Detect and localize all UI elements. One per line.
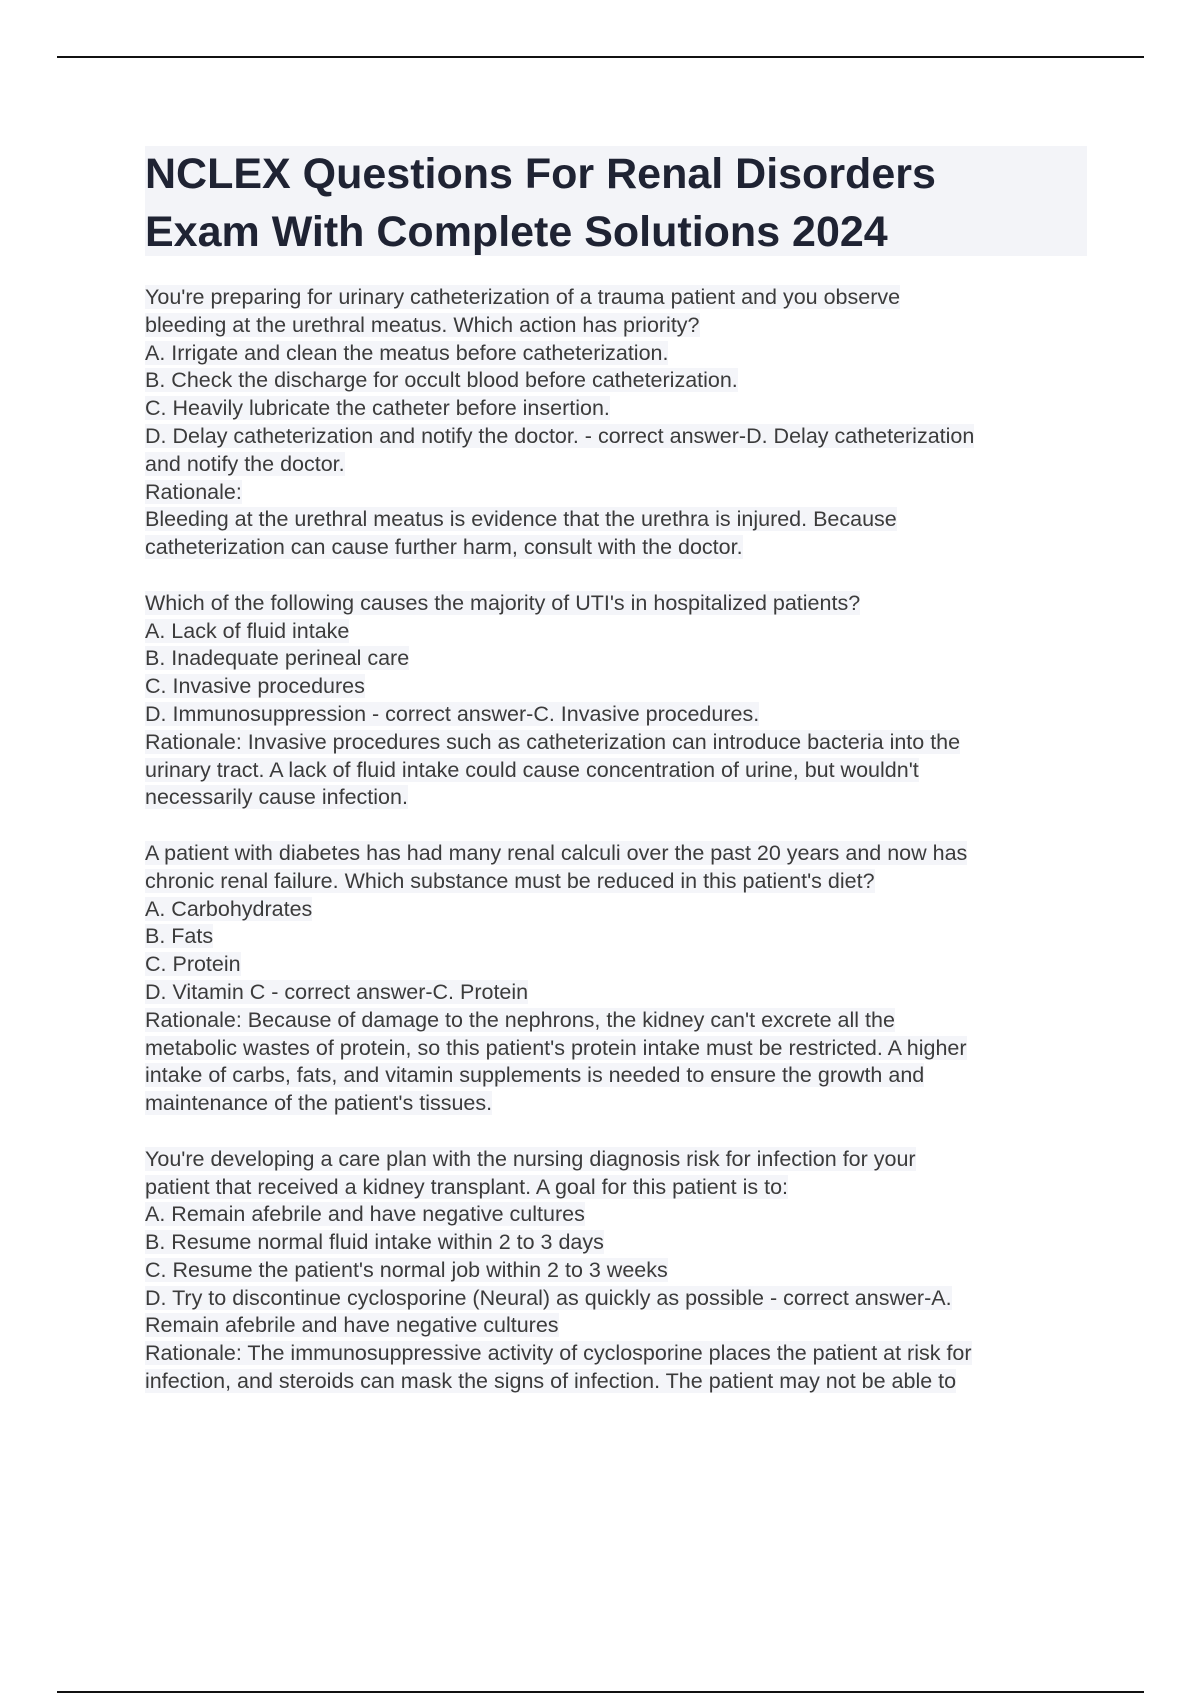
document-body [145, 284, 1090, 1396]
line-text: and notify the doctor. [145, 451, 345, 476]
question-text-line [145, 1257, 1090, 1285]
question-separator [145, 1118, 1090, 1146]
line-text: D. Try to discontinue cyclosporine (Neural) as quickly as possible - correct answer-A. [145, 1285, 952, 1310]
line-text: catheterization can cause further harm, consult with the doctor. [145, 535, 743, 560]
question-text-line [145, 1062, 1090, 1090]
line-text: D. Vitamin C - correct answer-C. Protein [145, 979, 529, 1004]
line-text: metabolic wastes of protein, so this patient's protein intake must be restricted. A higher [145, 1035, 967, 1060]
line-text: Remain afebrile and have negative cultures [145, 1313, 559, 1338]
line-text: Rationale: [145, 479, 242, 504]
line-text: Rationale: Because of damage to the nephrons, the kidney can't excrete all the [145, 1007, 895, 1032]
line-text: intake of carbs, fats, and vitamin supplements is needed to ensure the growth and [145, 1063, 925, 1088]
line-text: infection, and steroids can mask the signs of infection. The patient may not be able to [145, 1369, 957, 1394]
question-text-line [145, 1035, 1090, 1063]
line-text: Bleeding at the urethral meatus is evidence that the urethra is injured. Because [145, 507, 897, 532]
question-separator [145, 812, 1090, 840]
question-text-line [145, 673, 1090, 701]
question-text-line [145, 395, 1090, 423]
question-text-line [145, 340, 1090, 368]
question-text-line [145, 423, 1090, 451]
question-text-line [145, 1201, 1090, 1229]
question-text-line [145, 757, 1090, 785]
question-separator [145, 562, 1090, 590]
line-text: bleeding at the urethral meatus. Which action has priority? [145, 312, 700, 337]
top-rule [57, 56, 1144, 58]
question-text-line [145, 1007, 1090, 1035]
question-text-line [145, 534, 1090, 562]
line-text: You're developing a care plan with the nursing diagnosis risk for infection for your [145, 1146, 916, 1171]
line-text: C. Heavily lubricate the catheter before insertion. [145, 396, 610, 421]
line-text: maintenance of the patient's tissues. [145, 1091, 493, 1116]
line-text: urinary tract. A lack of fluid intake could cause concentration of urine, but wouldn't [145, 757, 919, 782]
question-text-line [145, 1368, 1090, 1396]
line-text: B. Inadequate perineal care [145, 646, 410, 671]
question-block-3 [145, 840, 1090, 1118]
question-text-line [145, 896, 1090, 924]
line-text: Rationale: Invasive procedures such as catheterization can introduce bacteria into the [145, 729, 961, 754]
question-text-line [145, 479, 1090, 507]
bottom-rule [57, 1691, 1144, 1693]
question-block-4 [145, 1146, 1090, 1396]
line-text: D. Delay catheterization and notify the doctor. - correct answer-D. Delay catheterization [145, 423, 975, 448]
line-text: D. Immunosuppression - correct answer-C. Invasive procedures. [145, 701, 760, 726]
question-text-line [145, 951, 1090, 979]
line-text: C. Invasive procedures [145, 674, 365, 699]
line-text: You're preparing for urinary catheterization of a trauma patient and you observe [145, 285, 901, 309]
question-text-line [145, 784, 1090, 812]
question-text-line [145, 1312, 1090, 1340]
line-text: patient that received a kidney transplant. A goal for this patient is to: [145, 1174, 789, 1199]
line-text: Rationale: The immunosuppressive activity of cyclosporine places the patient at risk for [145, 1341, 972, 1366]
question-block-2 [145, 590, 1090, 812]
line-text: A. Lack of fluid intake [145, 618, 350, 643]
line-text: B. Resume normal fluid intake within 2 to 3 days [145, 1230, 604, 1255]
line-text: A patient with diabetes has had many renal calculi over the past 20 years and now has [145, 840, 968, 865]
line-text: A. Carbohydrates [145, 896, 313, 921]
question-text-line [145, 506, 1090, 534]
document-title [145, 146, 1087, 256]
question-text-line [145, 729, 1090, 757]
title-line-2: Exam With Complete Solutions 2024 [145, 208, 888, 256]
question-text-line [145, 840, 1090, 868]
question-text-line [145, 284, 1090, 312]
line-text: B. Check the discharge for occult blood before catheterization. [145, 368, 738, 393]
question-text-line [145, 1229, 1090, 1257]
question-text-line [145, 701, 1090, 729]
question-text-line [145, 923, 1090, 951]
question-text-line [145, 618, 1090, 646]
question-text-line [145, 312, 1090, 340]
line-text: necessarily cause infection. [145, 785, 408, 810]
question-text-line [145, 451, 1090, 479]
question-text-line [145, 1174, 1090, 1202]
line-text: C. Resume the patient's normal job within 2 to 3 weeks [145, 1257, 668, 1282]
line-text: A. Remain afebrile and have negative cultures [145, 1202, 585, 1227]
question-block-1 [145, 284, 1090, 562]
question-text-line [145, 1340, 1090, 1368]
question-text-line [145, 868, 1090, 896]
line-text: chronic renal failure. Which substance must be reduced in this patient's diet? [145, 868, 875, 893]
question-text-line [145, 590, 1090, 618]
question-text-line [145, 979, 1090, 1007]
line-text: C. Protein [145, 952, 241, 977]
line-text: A. Irrigate and clean the meatus before catheterization. [145, 340, 669, 365]
question-text-line [145, 645, 1090, 673]
question-text-line [145, 367, 1090, 395]
line-text: B. Fats [145, 924, 214, 949]
question-text-line [145, 1090, 1090, 1118]
question-text-line [145, 1285, 1090, 1313]
question-text-line [145, 1146, 1090, 1174]
line-text: Which of the following causes the majority of UTI's in hospitalized patients? [145, 590, 861, 615]
title-line-1: NCLEX Questions For Renal Disorders [145, 150, 936, 198]
